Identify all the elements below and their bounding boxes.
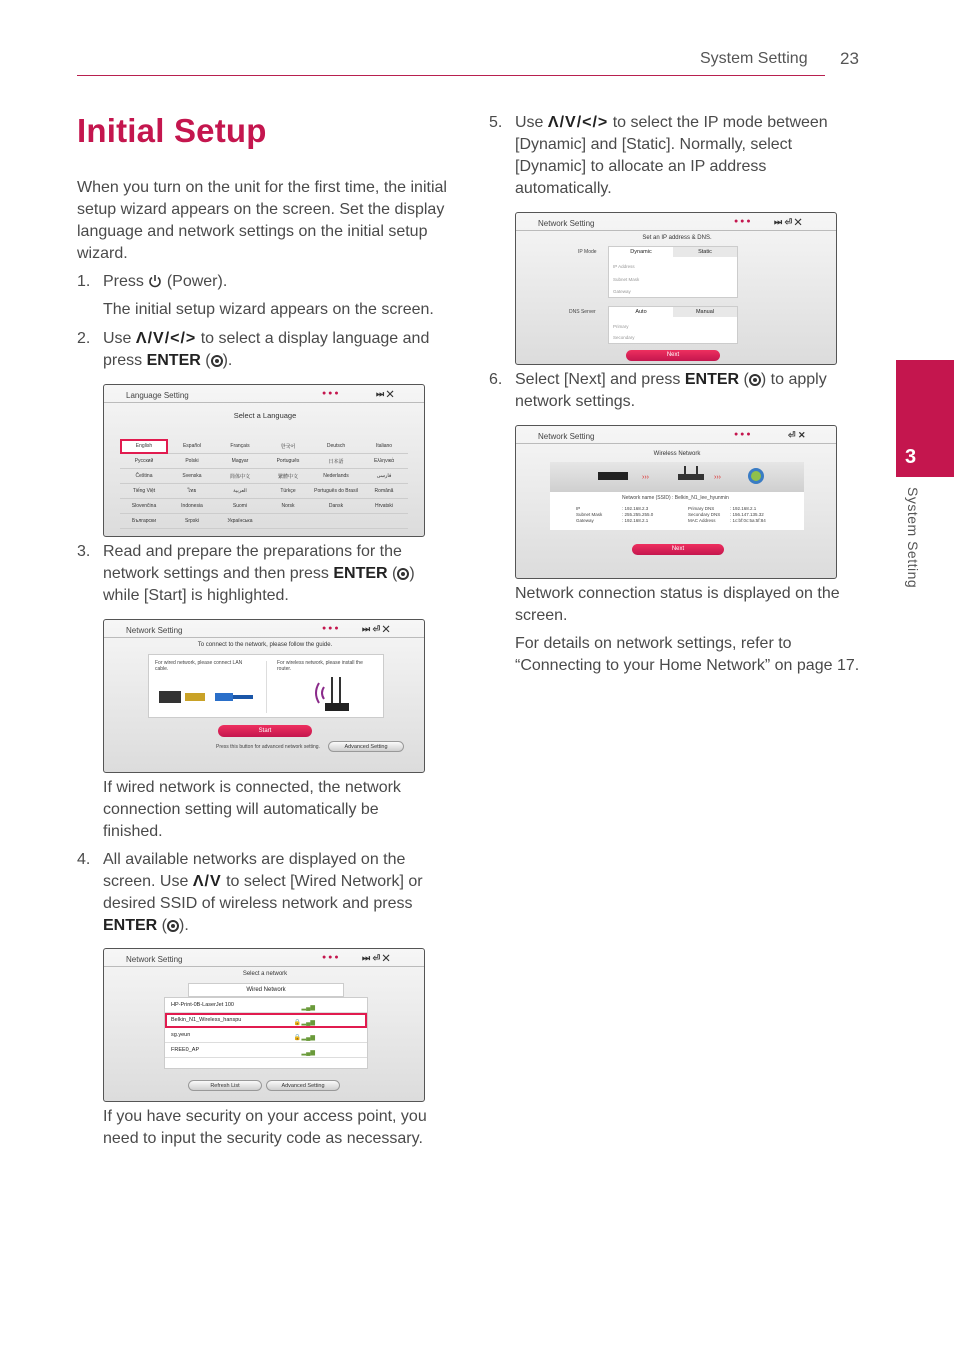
language-option[interactable]: Polski <box>168 454 216 469</box>
network-ssid: FREE0_AP <box>171 1047 200 1053</box>
enter-key-label: ENTER <box>146 352 201 369</box>
arrow-keys-icon: Λ/V/</> <box>135 330 197 347</box>
mac-value: : 1c:bf:0c:5a:5f:84 <box>730 518 766 523</box>
language-option[interactable]: Български <box>120 514 168 529</box>
language-option[interactable]: Dansk <box>312 499 360 514</box>
wired-network-option[interactable]: Wired Network <box>188 983 344 997</box>
step-3-note: If wired network is connected, the network connection setting will automatically be finished. <box>103 779 401 840</box>
panel-divider <box>266 661 267 713</box>
nav-controls-icon: ⏭ ⏎ ✕ <box>774 217 802 227</box>
language-option[interactable]: Srpski <box>168 514 216 529</box>
arrow-keys-icon: Λ/V <box>192 873 222 890</box>
signal-icon: ▂▄▆ <box>301 1035 315 1041</box>
step-4-note: If you have security on your access point, you need to input the security code as necessary. <box>103 1108 427 1147</box>
language-option[interactable]: فارسی <box>360 469 408 484</box>
secondary-dns-field[interactable]: Secondary <box>613 335 635 340</box>
step-dots-icon: ● ● ● <box>322 954 339 961</box>
step-2-body: to select a display language and press <box>103 330 430 369</box>
network-list-screenshot <box>103 948 425 1102</box>
step-dots-icon: ● ● ● <box>322 625 339 632</box>
step-1-note: The initial setup wizard appears on the screen. <box>103 301 434 318</box>
step-6-end: ) to apply network settings. <box>515 371 827 410</box>
language-option[interactable]: Русский <box>120 454 168 469</box>
primary-dns-value-text: 192.168.2.1 <box>732 506 757 511</box>
wireless-instructions: For wireless network, please install the router. <box>277 660 363 672</box>
step-3-number: 3. <box>77 543 91 560</box>
step-6-note-2: For details on network settings, refer to “Connecting to your Home Network” on page 17. <box>515 635 860 674</box>
step-1-power-label: (Power). <box>166 273 228 290</box>
ip-label: IP <box>576 506 581 511</box>
refresh-list-button[interactable]: Refresh List <box>188 1080 262 1091</box>
step-4-number: 4. <box>77 851 91 868</box>
language-option[interactable]: Português <box>264 454 312 469</box>
enter-icon <box>167 920 179 932</box>
svg-text:›››: ››› <box>642 474 649 481</box>
step-6-note-1: Network connection status is displayed on the screen. <box>515 585 840 624</box>
lan-cable-icon <box>159 687 259 712</box>
step-dots-icon: ● ● ● <box>734 218 751 225</box>
step-5-use: Use <box>515 114 544 131</box>
screenshot-title: Language Setting <box>126 391 189 400</box>
language-setting-screenshot <box>103 384 425 537</box>
language-option[interactable]: 日本語 <box>312 454 360 469</box>
enter-icon <box>397 568 409 580</box>
step-4-text: All available networks are displayed on the screen. Use Λ/V to select [Wired Network] or desired SSID of wireless network and press ENTER ( ). <box>103 851 423 934</box>
language-option[interactable]: 繁體中文 <box>264 469 312 484</box>
step-6-body: Select [Next] and press <box>515 371 681 388</box>
next-button[interactable]: Next <box>632 544 724 555</box>
language-option[interactable]: Română <box>360 484 408 499</box>
page-number: 23 <box>840 49 859 68</box>
gateway-field[interactable]: Gateway <box>613 289 631 294</box>
ssid-value: Belkin_N1_lee_hyunmin <box>674 495 729 501</box>
language-option[interactable]: Português do Brasil <box>312 484 360 499</box>
language-option[interactable]: Slovenčina <box>120 499 168 514</box>
step-2-end: ). <box>222 352 233 369</box>
subnet-value-text: 255.255.255.0 <box>624 512 654 517</box>
screenshot-divider <box>516 230 836 231</box>
svg-text:›››: ››› <box>714 474 721 481</box>
step-2-use: Use <box>103 330 132 347</box>
step-2-text: Use Λ/V/</> to select a display language and press ENTER ( ). <box>103 330 430 369</box>
language-option[interactable] <box>264 514 312 529</box>
screenshot-divider <box>104 966 424 967</box>
ip-mode-label: IP Mode <box>578 249 597 255</box>
network-status-screenshot <box>515 425 837 579</box>
enter-icon <box>211 355 223 367</box>
connection-diagram-icon <box>550 462 804 492</box>
arrow-keys-icon: Λ/V/</> <box>547 114 609 131</box>
language-option[interactable]: Čeština <box>120 469 168 484</box>
subnet-value: : 255.255.255.0 <box>622 512 654 517</box>
network-ssid: HP-Print-0B-LaserJet 100 <box>171 1002 234 1008</box>
step-dots-icon: ● ● ● <box>322 390 339 397</box>
status-panel <box>550 492 804 530</box>
nav-controls-icon: ⏭ ⏎ ✕ <box>362 624 390 634</box>
language-option[interactable]: Français <box>216 439 264 454</box>
screenshot-subtitle: Set an IP address & DNS. <box>642 235 712 241</box>
screenshot-divider <box>104 402 424 403</box>
step-4-body-b: to select [Wired Network] or desired SSID of wireless network and press <box>103 873 423 912</box>
language-option[interactable]: ไทย <box>168 484 216 499</box>
primary-dns-label: Primary DNS <box>688 506 715 511</box>
chapter-label: System Setting <box>905 487 921 589</box>
language-option[interactable] <box>312 514 360 529</box>
screenshot-divider <box>104 637 424 638</box>
advanced-setting-button[interactable]: Advanced Setting <box>266 1080 340 1091</box>
header-rule <box>77 75 825 76</box>
language-option[interactable]: Ελληνικά <box>360 454 408 469</box>
connection-diagram <box>550 462 804 492</box>
list-item[interactable] <box>165 1028 367 1043</box>
screenshot-subtitle: Wireless Network <box>653 451 701 457</box>
gateway-value: : 192.168.2.1 <box>622 518 649 523</box>
language-option[interactable]: Suomi <box>216 499 264 514</box>
ip-address-field[interactable]: IP Address <box>613 264 635 269</box>
network-ssid: Belkin_N1_Wireless_hanspu <box>171 1017 242 1023</box>
dynamic-option[interactable]: Dynamic <box>630 249 652 255</box>
list-item[interactable] <box>165 1043 367 1058</box>
gateway-value-text: 192.168.2.1 <box>624 518 649 523</box>
language-option[interactable]: Norsk <box>264 499 312 514</box>
step-4-body-a: All available networks are displayed on the screen. Use <box>103 851 406 890</box>
enter-key-label: ENTER <box>684 371 740 388</box>
dns-panel <box>608 306 738 344</box>
auto-option[interactable]: Auto <box>635 309 647 315</box>
lock-icon: 🔒 <box>293 1035 301 1041</box>
step-5-body: to select the IP mode between [Dynamic] and [Static]. Normally, select [Dynamic] to allocate an IP address automatically. <box>515 114 828 197</box>
screenshot-title: Network Setting <box>126 955 183 964</box>
nav-controls-icon: ⏭ ✕ <box>376 389 394 399</box>
step-6-number: 6. <box>489 371 503 388</box>
language-option[interactable]: العربية <box>216 484 264 499</box>
screenshot-subtitle: Select a network <box>242 971 288 977</box>
step-4-end: ). <box>179 917 189 934</box>
language-option[interactable]: Italiano <box>360 439 408 454</box>
list-item[interactable] <box>165 1013 367 1028</box>
language-option[interactable]: Magyar <box>216 454 264 469</box>
header-section: System Setting <box>700 50 808 67</box>
language-option[interactable]: Türkçe <box>264 484 312 499</box>
network-guide-screenshot <box>103 619 425 773</box>
subnet-label: Subnet Mask <box>576 512 603 517</box>
signal-icon: ▂▄▆ <box>301 1020 315 1026</box>
ip-setting-screenshot <box>515 212 837 365</box>
wired-instructions: For wired network, please connect LAN cable. <box>155 660 243 672</box>
intro-text: When you turn on the unit for the first time, the initial setup wizard appears on the screen. Set the display language and network settings on the initial setup wizard. <box>77 179 447 262</box>
network-guide-panel <box>148 654 384 718</box>
language-option[interactable]: English <box>120 439 168 454</box>
screenshot-subtitle: Select a Language <box>233 411 297 420</box>
page-title: Initial Setup <box>77 112 267 149</box>
ssid-label-text: Network name (SSID) : <box>622 495 674 501</box>
language-option[interactable]: Deutsch <box>312 439 360 454</box>
language-grid <box>120 439 408 529</box>
signal-icon: ▂▄▆ <box>301 1005 315 1011</box>
language-option[interactable]: Українська <box>216 514 264 529</box>
nav-controls-icon: ⏎ ✕ <box>788 430 806 440</box>
language-option[interactable]: Svenska <box>168 469 216 484</box>
power-icon <box>148 273 162 287</box>
secondary-dns-label: Secondary DNS <box>688 512 721 517</box>
step-3-body: Read and prepare the preparations for the network settings and then press <box>103 543 402 582</box>
network-list <box>164 997 368 1069</box>
chapter-number: 3 <box>905 446 917 468</box>
step-6-text: Select [Next] and press ENTER ( ) to apply network settings. <box>515 371 827 410</box>
enter-key-label: ENTER <box>333 565 388 582</box>
language-option[interactable]: Indonesia <box>168 499 216 514</box>
step-1-text <box>103 271 453 293</box>
language-option[interactable]: Hrvatski <box>360 499 408 514</box>
step-5-number: 5. <box>489 114 503 131</box>
start-button[interactable]: Start <box>218 725 312 737</box>
language-option[interactable]: Tiếng Việt <box>120 484 168 499</box>
advanced-hint: Press this button for advanced network setting. <box>216 744 320 750</box>
subnet-field[interactable]: Subnet Mask <box>613 277 640 282</box>
gateway-label: Gateway <box>576 518 594 523</box>
signal-icon: ▂▄▆ <box>301 1050 315 1056</box>
step-3-end: ) while [Start] is highlighted. <box>103 565 415 604</box>
screenshot-divider <box>516 443 836 444</box>
ip-value-text: 192.168.2.3 <box>624 506 649 511</box>
secondary-dns-value-text: 156.147.135.32 <box>732 512 764 517</box>
wireless-router-icon <box>311 677 351 718</box>
advanced-setting-button[interactable]: Advanced Setting <box>328 741 404 752</box>
screenshot-title: Network Setting <box>538 432 595 441</box>
language-option[interactable]: 한국어 <box>264 439 312 454</box>
step-2-number: 2. <box>77 330 91 347</box>
manual-option[interactable]: Manual <box>673 307 737 317</box>
lock-icon: 🔒 <box>293 1020 301 1026</box>
ssid-label <box>622 495 729 501</box>
ip-mode-panel <box>608 246 738 298</box>
ip-value: : 192.168.2.3 <box>622 506 649 511</box>
dns-server-label: DNS Server <box>569 309 596 315</box>
list-item[interactable] <box>165 998 367 1013</box>
primary-dns-field[interactable]: Primary <box>613 324 629 329</box>
mac-value-text: 1c:bf:0c:5a:5f:84 <box>732 518 766 523</box>
screenshot-subtitle: To connect to the network, please follow the guide. <box>197 642 333 648</box>
step-dots-icon: ● ● ● <box>734 431 751 438</box>
list-spacer <box>165 1058 367 1068</box>
step-5-text <box>515 112 845 200</box>
step-1-number: 1. <box>77 273 91 290</box>
enter-key-label: ENTER <box>103 917 158 934</box>
next-button[interactable]: Next <box>626 350 720 361</box>
step-3-text: Read and prepare the preparations for the network settings and then press ENTER ( ) while [Start] is highlighted. <box>103 543 415 604</box>
primary-dns-value: : 192.168.2.1 <box>730 506 757 511</box>
screenshot-title: Network Setting <box>126 626 183 635</box>
language-option[interactable] <box>360 514 408 529</box>
step-1-press: Press <box>103 273 144 290</box>
static-option[interactable]: Static <box>673 247 737 257</box>
screenshot-title: Network Setting <box>538 219 595 228</box>
secondary-dns-value: : 156.147.135.32 <box>730 512 764 517</box>
language-option[interactable]: Nederlands <box>312 469 360 484</box>
language-option[interactable]: Español <box>168 439 216 454</box>
mac-label: MAC Address <box>688 518 716 523</box>
language-option[interactable]: 简体中文 <box>216 469 264 484</box>
network-ssid: sg.yeun <box>171 1032 191 1038</box>
enter-icon <box>749 374 761 386</box>
nav-controls-icon: ⏭ ⏎ ✕ <box>362 953 390 963</box>
